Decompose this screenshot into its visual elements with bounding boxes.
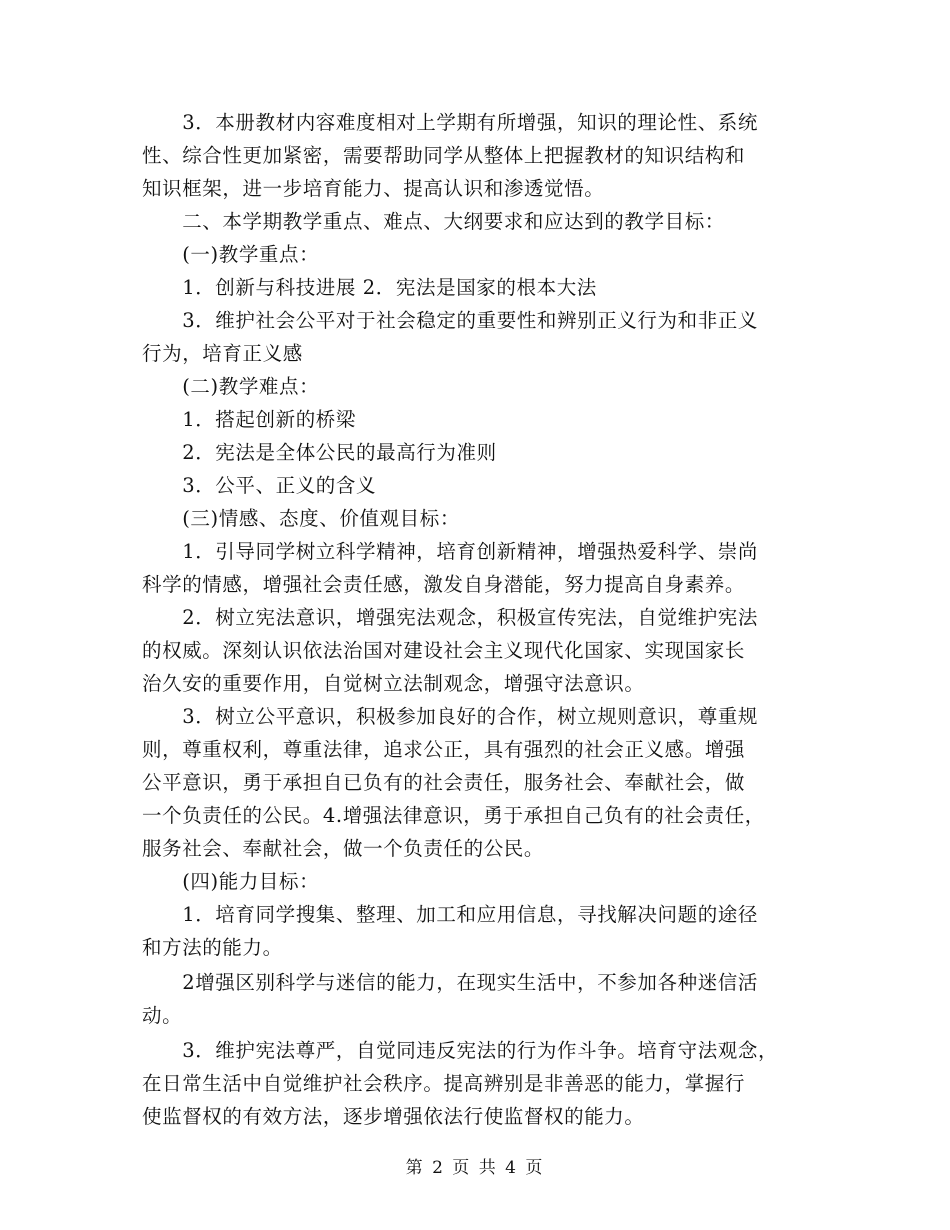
- subsection-heading: (三)情感、态度、价值观目标：: [142, 507, 460, 530]
- list-item: 1．引导同学树立科学精神，培育创新精神，增强热爱科学、崇尚 科学的情感，增强社会责任感，激发自身潜能，努力提高自身素养。: [142, 540, 759, 596]
- list-item: 2．树立宪法意识，增强宪法观念，积极宣传宪法，自觉维护宪法 的权威。深刻认识依法治国对建设社会主义现代化国家、实现国家长 治久安的重要作用，自觉树立法制观念，增强守法意识。: [142, 606, 759, 695]
- page-footer: 第 2 页 共 4 页: [405, 1158, 545, 1178]
- section-heading: 二、本学期教学重点、难点、大纲要求和应达到的教学目标：: [142, 210, 725, 233]
- list-item: 1．培育同学搜集、整理、加工和应用信息，寻找解决问题的途径 和方法的能力。: [142, 903, 759, 959]
- list-item: 2增强区别科学与迷信的能力，在现实生活中，不参加各种迷信活 动。: [142, 971, 759, 1027]
- subsection-heading: (四)能力目标：: [142, 870, 320, 893]
- list-item: 3．维护社会公平对于社会稳定的重要性和辨别正义行为和非正义 行为，培育正义感: [142, 309, 759, 365]
- subsection-heading: (一)教学重点：: [142, 243, 320, 266]
- page-body: [142, 106, 810, 1133]
- list-item: 3．维护宪法尊严，自觉同违反宪法的行为作斗争。培育守法观念， 在日常生活中自觉维护社会秩序。提高辨别是非善恶的能力，掌握行 使监督权的有效方法，逐步增强依法行使监督权的能力。: [142, 1039, 779, 1128]
- list-item: 3．树立公平意识，积极参加良好的合作，树立规则意识，尊重规 则，尊重权利，尊重法律，追求公正，具有强烈的社会正义感。增强 公平意识，勇于承担自已负有的社会责任，服务社会、奉献社会，做 一个负责任的公民。4.增强法律意识，勇于承担自己负有的社会责任， 服务社会、奉献社会，做一个负责任的公民。: [142, 705, 765, 860]
- subsection-heading: (二)教学难点：: [142, 375, 320, 398]
- list-item: 3．公平、正义的含义: [142, 474, 377, 497]
- list-item: 1．搭起创新的桥梁: [142, 408, 357, 431]
- list-item: 2．宪法是全体公民的最高行为准则: [142, 441, 497, 464]
- paragraph: 3．本册教材内容难度相对上学期有所增强，知识的理论性、系统 性、综合性更加紧密，需要帮助同学从整体上把握教材的知识结构和 知识框架，进一步培育能力、提高认识和渗透觉悟。: [142, 111, 759, 200]
- list-item: 1．创新与科技进展 2．宪法是国家的根本大法: [142, 276, 597, 299]
